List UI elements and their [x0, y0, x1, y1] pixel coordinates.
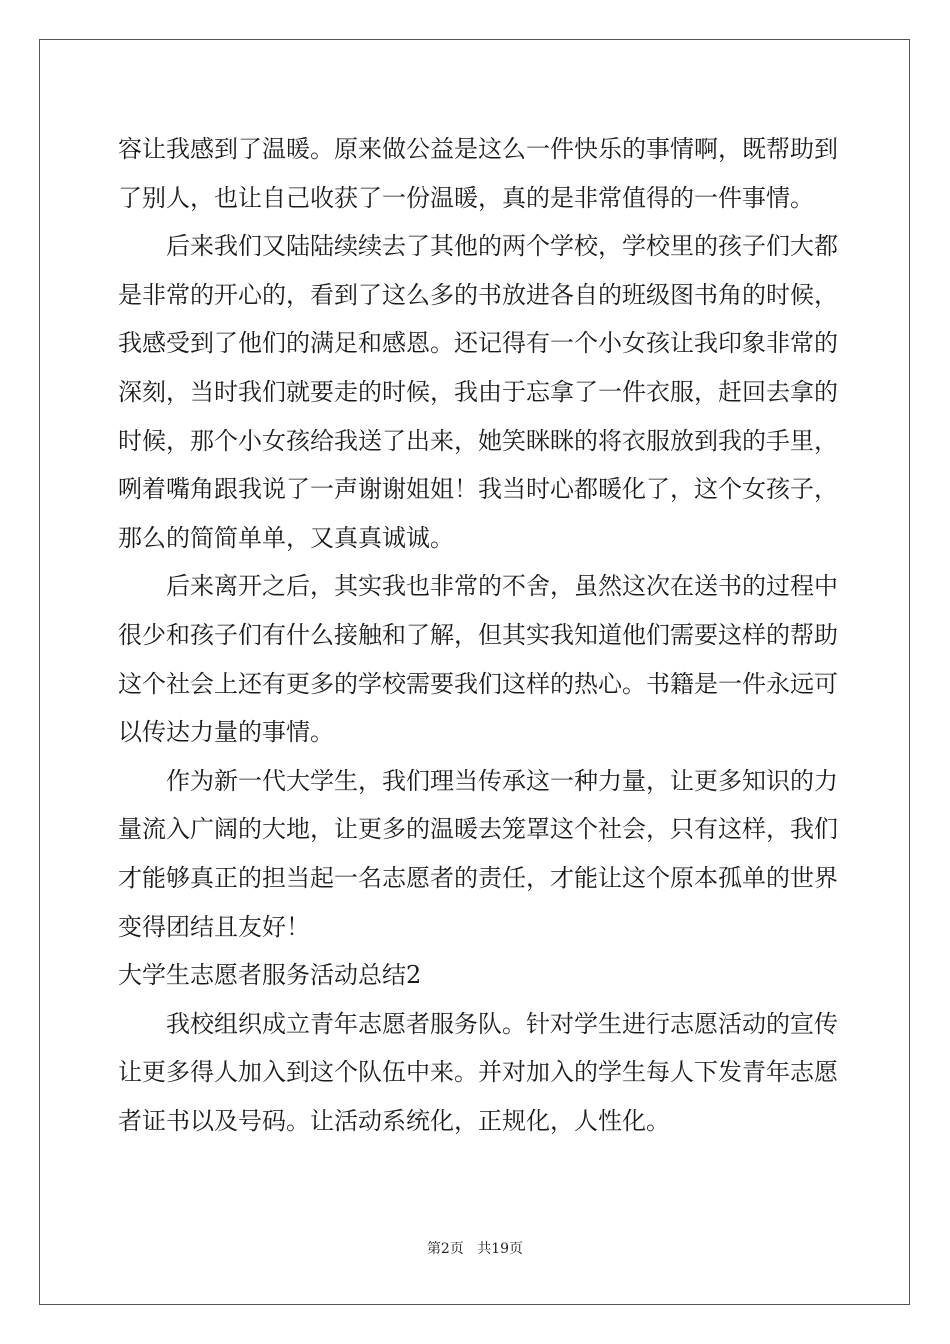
text-line: 变得团结且友好！	[118, 912, 310, 941]
text-line: 我感受到了他们的满足和感恩。还记得有一个小女孩让我印象非常的	[118, 329, 838, 358]
text-line: 作为新一代大学生，我们理当传承这一种力量，让更多知识的力	[166, 766, 838, 795]
page-number: 第2页	[426, 1241, 464, 1257]
text-line: 后来我们又陆陆续续去了其他的两个学校，学校里的孩子们大都	[166, 232, 838, 261]
text-line: 我校组织成立青年志愿者服务队。针对学生进行志愿活动的宣传	[166, 1009, 838, 1038]
text-line: 让更多得人加入到这个队伍中来。并对加入的学生每人下发青年志愿	[118, 1058, 838, 1087]
text-line: 才能够真正的担当起一名志愿者的责任，才能让这个原本孤单的世界	[118, 863, 838, 892]
page-footer	[0, 1238, 950, 1258]
text-line: 以传达力量的事情。	[118, 718, 334, 747]
text-line: 咧着嘴角跟我说了一声谢谢姐姐！我当时心都暖化了，这个女孩子，	[118, 475, 838, 504]
section-heading: 大学生志愿者服务活动总结2	[118, 961, 422, 990]
total-pages: 共19页	[477, 1241, 524, 1257]
text-line: 这个社会上还有更多的学校需要我们这样的热心。书籍是一件永远可	[118, 669, 838, 698]
text-line: 深刻，当时我们就要走的时候，我由于忘拿了一件衣服，赶回去拿的	[118, 377, 838, 406]
text-line: 是非常的开心的，看到了这么多的书放进各自的班级图书角的时候，	[118, 280, 838, 309]
text-line: 容让我感到了温暖。原来做公益是这么一件快乐的事情啊，既帮助到	[118, 135, 838, 163]
text-line: 很少和孩子们有什么接触和了解，但其实我知道他们需要这样的帮助	[118, 620, 838, 649]
text-line: 了别人，也让自己收获了一份温暖，真的是非常值得的一件事情。	[118, 183, 814, 212]
text-line: 时候，那个小女孩给我送了出来，她笑眯眯的将衣服放到我的手里，	[118, 426, 838, 455]
text-line: 者证书以及号码。让活动系统化，正规化，人性化。	[118, 1106, 670, 1135]
text-line: 后来离开之后，其实我也非常的不舍，虽然这次在送书的过程中	[166, 572, 838, 601]
text-line: 那么的简简单单，又真真诚诚。	[118, 523, 454, 552]
document-body	[118, 125, 836, 1145]
text-line: 量流入广阔的大地，让更多的温暖去笼罩这个社会，只有这样，我们	[118, 815, 838, 844]
